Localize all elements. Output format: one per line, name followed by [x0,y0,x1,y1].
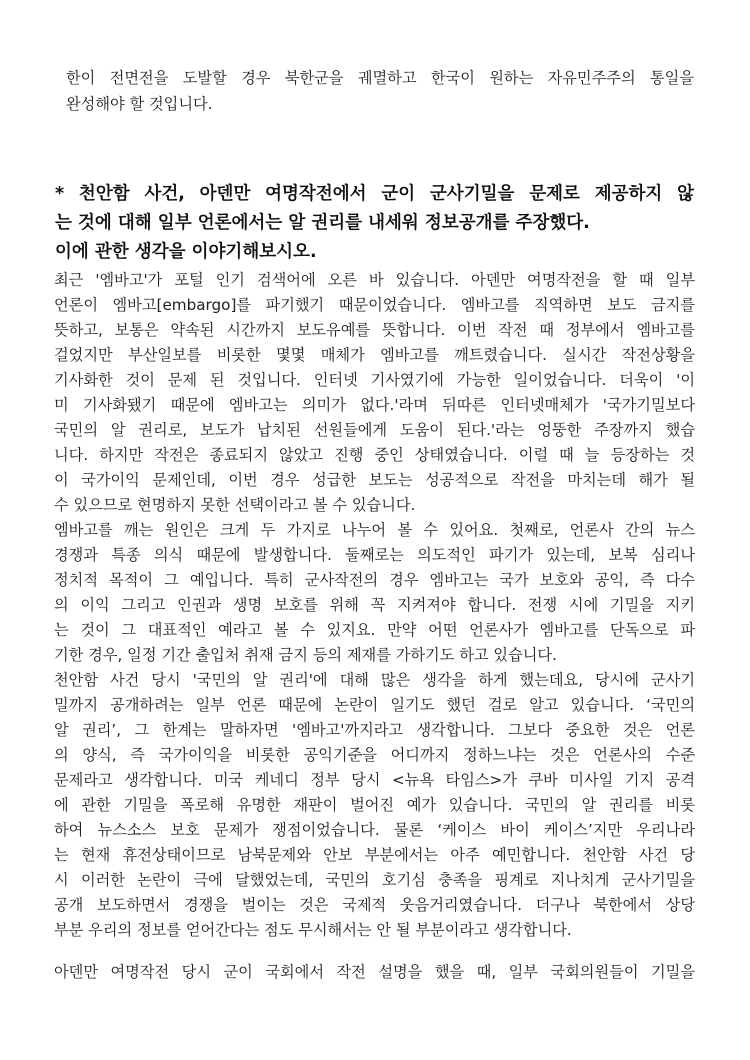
answer-line: 엠바고를 깨는 원인은 크게 두 가지로 나누어 볼 수 있어요. 첫째로, 언론사 간의 뉴스 [54,521,695,539]
answer-line: 시 이러한 논란이 극에 달했었는데, 국민의 호기심 충족을 핑계로 지나치게 군사기밀을 [54,871,695,889]
answer-line: 문제라고 생각합니다. 미국 케네디 정부 당시 <뉴욕 타임스>가 쿠바 미사일 기지 공격 [54,771,695,789]
answer-line: 경쟁과 특종 의식 때문에 발생합니다. 둘째로는 의도적인 파기가 있는데, 보복 심리나 [54,546,695,564]
answer-line: 니다. 하지만 작전은 종료되지 않았고 진행 중인 상태였습니다. 이럴 때 늘 등장하는 것 [54,446,695,464]
answer-line: 정치적 목적이 그 예입니다. 특히 군사작전의 경우 엠바고는 국가 보호와 공익, 즉 다수 [54,571,695,589]
answer-line: 기한 경우, 일정 기간 출입처 취재 금지 등의 제재를 가하기도 하고 있습니다. [54,646,557,664]
answer-line: 는 현재 휴전상태이므로 남북문제와 안보 부분에서는 아주 예민합니다. 천안함 사건 당 [54,846,696,864]
answer-line: 아덴만 여명작전 당시 군이 국회에서 작전 설명을 했을 때, 일부 국회의원들이 기밀을 [54,963,695,981]
answer-line: 걸었지만 부산일보를 비롯한 몇몇 매체가 엠바고를 깨트렸습니다. 실시간 작전상황을 [54,346,695,364]
answer-line: 밀까지 공개하려는 일부 언론 때문에 논란이 일기도 했던 걸로 알고 있습니다. ‘국민의 [54,696,695,714]
answer-line: 의 이익 그리고 인권과 생명 보호를 위해 꼭 지켜져야 합니다. 전쟁 시에 기밀을 지키 [54,596,695,614]
answer-line: 최근 '엠바고'가 포털 인기 검색어에 오른 바 있습니다. 아덴만 여명작전을 할 때 일부 [54,271,695,289]
answer-line: 공개 보도하면서 경쟁을 벌이는 것은 국제적 웃음거리였습니다. 더구나 북한에서 상당 [54,896,695,914]
answer-line: 수 있으므로 현명하지 못한 선택이라고 볼 수 있습니다. [54,496,416,514]
answer-line: 이 국가이익 문제인데, 이번 경우 성급한 보도는 성공적으로 작전을 마치는데 해가 될 [54,471,695,489]
question-line: 는 것에 대해 일부 언론에서는 알 권리를 내세워 정보공개를 주장했다. [55,213,590,233]
intro-line: 한이 전면전을 도발할 경우 북한군을 궤멸하고 한국이 원하는 자유민주주의 통일을 [66,69,694,87]
answer-line: 뜻하고, 보통은 약속된 시간까지 보도유예를 뜻합니다. 이번 작전 때 정부에서 엠바고를 [54,321,695,339]
answer-line: 천안함 사건 당시 '국민의 알 권리'에 대해 많은 생각을 하게 했는데요, 당시에 군사기 [54,671,695,689]
answer-line: 에 관한 기밀을 폭로해 유명한 재판이 벌어진 예가 있습니다. 국민의 알 권리를 비롯 [54,796,695,814]
intro-line: 완성해야 할 것입니다. [66,95,213,113]
answer-line: 는 것이 그 대표적인 예라고 볼 수 있지요. 만약 어떤 언론사가 엠바고를 단독으로 파 [54,621,695,639]
answer-line: 부분 우리의 정보를 얻어간다는 점도 무시해서는 안 될 부분이라고 생각합니다. [54,921,572,939]
answer-line: 알 권리’, 그 한계는 말하자면 '엠바고'까지라고 생각합니다. 그보다 중요한 것은 언론 [54,721,695,739]
answer-line: 언론이 엠바고[embargo]를 파기했기 때문이었습니다. 엠바고를 직역하면 보도 금지를 [54,296,695,314]
answer-line: 기사화한 것이 문제 된 것입니다. 인터넷 기사였기에 가능한 일이었습니다. 더욱이 '이 [54,371,695,389]
question-line: 이에 관한 생각을 이야기해보시오. [55,242,317,262]
answer-line: 국민의 알 권리로, 보도가 납치된 선원들에게 도움이 된다.'라는 엉뚱한 주장까지 했습 [54,421,695,439]
answer-line: 미 기사화됐기 때문에 엠바고는 의미가 없다.'라며 뒤따른 인터넷매체가 '국가기밀보다 [54,396,695,414]
answer-line: 하여 뉴스소스 보호 문제가 쟁점이었습니다. 물론 ‘케이스 바이 케이스’지만 우리나라 [54,821,695,839]
answer-line: 의 양식, 즉 국가이익을 비롯한 공익기준을 어디까지 정하느냐는 것은 언론사의 수준 [54,746,695,764]
question-line: * 천안함 사건, 아덴만 여명작전에서 군이 군사기밀을 문제로 제공하지 않 [55,184,694,204]
